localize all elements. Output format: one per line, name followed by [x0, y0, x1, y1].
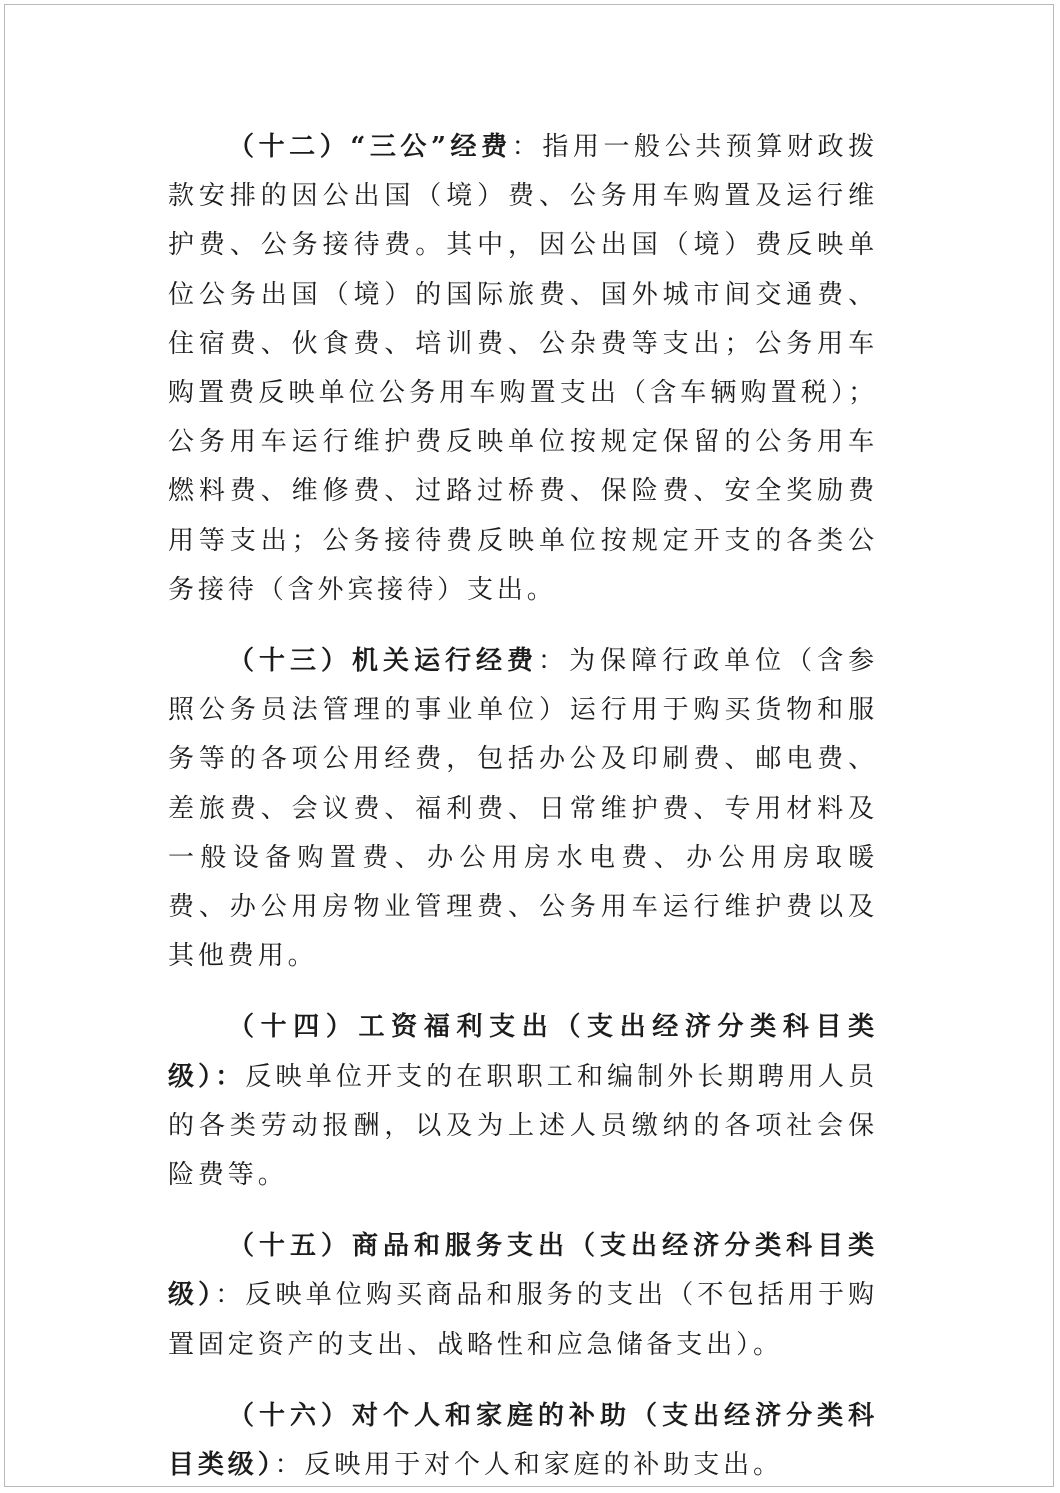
section-13-separator: ： — [538, 646, 570, 677]
section-15-body: 反映单位购买商品和服务的支出（不包括用于购置固定资产的支出、战略性和应急储备支出）。 — [168, 1280, 878, 1360]
document-body — [168, 123, 878, 1490]
section-14-body: 反映单位开支的在职职工和编制外长期聘用人员的各类劳动报酬，以及为上述人员缴纳的各项社会保险费等。 — [168, 1061, 878, 1191]
section-13-term: （十三）机关运行经费 — [228, 646, 539, 677]
paragraph-section-16 — [168, 1392, 878, 1490]
paragraph-section-15 — [168, 1222, 878, 1370]
section-14-term: （十四）工资福利支出（支出经济分类科目类级） — [168, 1012, 878, 1092]
paragraph-section-13 — [168, 637, 878, 981]
section-16-separator: ： — [274, 1450, 305, 1481]
section-12-term: （十二）“三公”经费 — [228, 132, 512, 162]
section-14-separator: ： — [215, 1061, 246, 1092]
paragraph-section-14 — [168, 1003, 878, 1200]
paragraph-section-12 — [168, 123, 878, 615]
section-15-term: （十五）商品和服务支出（支出经济分类科目类级） — [168, 1231, 878, 1311]
document-page — [4, 4, 1054, 1487]
section-16-term: （十六）对个人和家庭的补助（支出经济分类科目类级） — [168, 1400, 878, 1481]
section-16-body: 反映用于对个人和家庭的补助支出。 — [304, 1450, 783, 1481]
section-13-body: 为保障行政单位（含参照公务员法管理的事业单位）运行用于购买货物和服务等的各项公用经费，包括办公及印刷费、邮电费、差旅费、会议费、福利费、日常维护费、专用材料及一般设备购置费、办公用房水电费、办公用房取暖费、办公用房物业管理费、公务用车运行维护费以及其他费用。 — [168, 646, 878, 972]
section-12-separator: ： — [511, 132, 543, 162]
section-12-body: 指用一般公共预算财政拨款安排的因公出国（境）费、公务用车购置及运行维护费、公务接待费。其中，因公出国（境）费反映单位公务出国（境）的国际旅费、国外城市间交通费、住宿费、伙食费、培训费、公杂费等支出；公务用车购置费反映单位公务用车购置支出（含车辆购置税）；公务用车运行维护费反映单位按规定保留的公务用车燃料费、维修费、过路过桥费、保险费、安全奖励费用等支出；公务接待费反映单位按规定开支的各类公务接待（含外宾接待）支出。 — [168, 132, 879, 605]
section-15-separator: ： — [215, 1280, 246, 1311]
